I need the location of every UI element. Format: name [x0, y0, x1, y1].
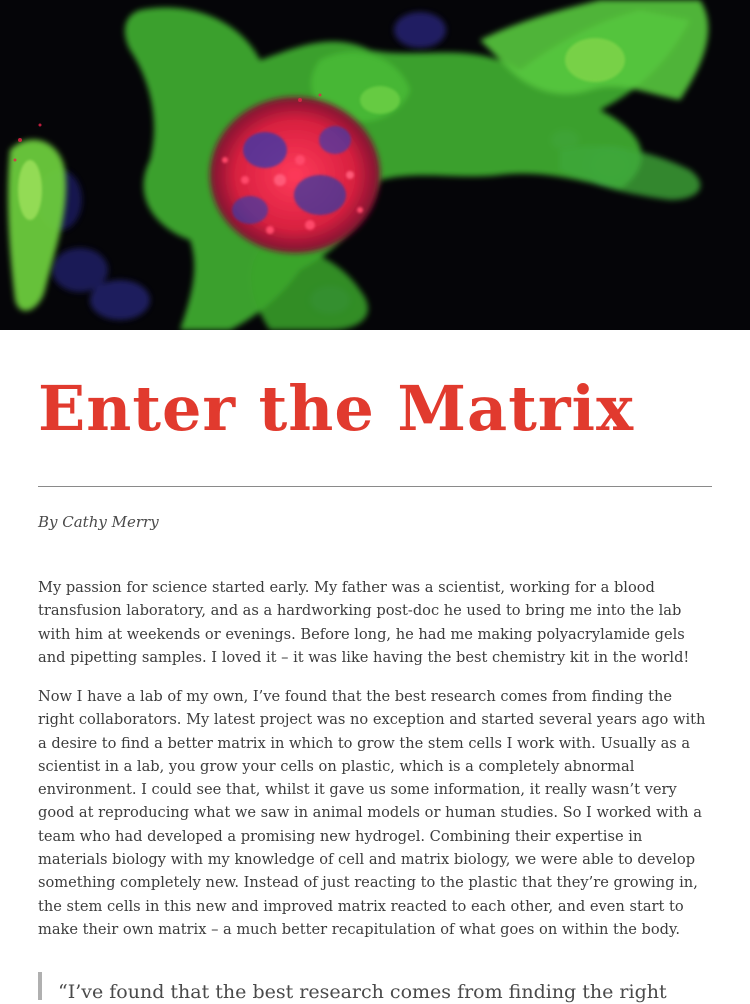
pullquote-bar	[38, 972, 42, 1000]
article-title: Enter the Matrix	[38, 372, 635, 445]
pullquote: “I’ve found that the best research comes from finding the right	[58, 981, 667, 1003]
paragraph-line: My passion for science started early. My father was a scientist, working for a blood	[38, 579, 655, 596]
paragraph-line: make their own matrix – a much better recapitulation of what goes on within the body.	[38, 920, 680, 938]
paragraph-line: the stem cells in this new and improved matrix reacted to each other, and even start to	[38, 897, 684, 915]
paragraph-line: Now I have a lab of my own, I’ve found that the best research comes from finding the	[38, 688, 673, 705]
paragraph-line: transfusion laboratory, and as a hardworking post-doc he used to bring me into the lab	[38, 602, 682, 620]
paragraph-line: right collaborators. My latest project was no exception and started several years ago with	[38, 711, 706, 729]
paragraph-line: team who had developed a promising new hydrogel. Combining their expertise in	[38, 827, 643, 845]
title-divider	[38, 486, 712, 487]
paragraph-2	[38, 685, 718, 941]
paragraph-line: a desire to find a better matrix in which to grow the stem cells I work with. Usually as a	[38, 734, 691, 752]
byline: By Cathy Merry	[38, 513, 159, 531]
paragraph-line: and pipetting samples. I loved it – it was like having the best chemistry kit in the world!	[38, 648, 690, 666]
paragraph-line: with him at weekends or evenings. Before long, he had me making polyacrylamide gels	[38, 625, 685, 643]
paragraph-line: scientist in a lab, you grow your cells on plastic, which is a completely abnormal	[38, 757, 635, 775]
paragraph-line: materials biology with my knowledge of cell and matrix biology, we were able to develop	[38, 851, 696, 869]
hero-image	[0, 0, 750, 330]
paragraph-line: environment. I could see that, whilst it gave us some information, it really wasn’t very	[38, 781, 677, 799]
paragraph-1	[38, 576, 718, 669]
fluorescent-cells-illustration	[0, 0, 750, 330]
paragraph-line: something completely new. Instead of just reacting to the plastic that they’re growing in,	[38, 874, 698, 892]
paragraph-line: good at reproducing what we saw in animal models or human studies. So I worked with a	[38, 804, 702, 822]
